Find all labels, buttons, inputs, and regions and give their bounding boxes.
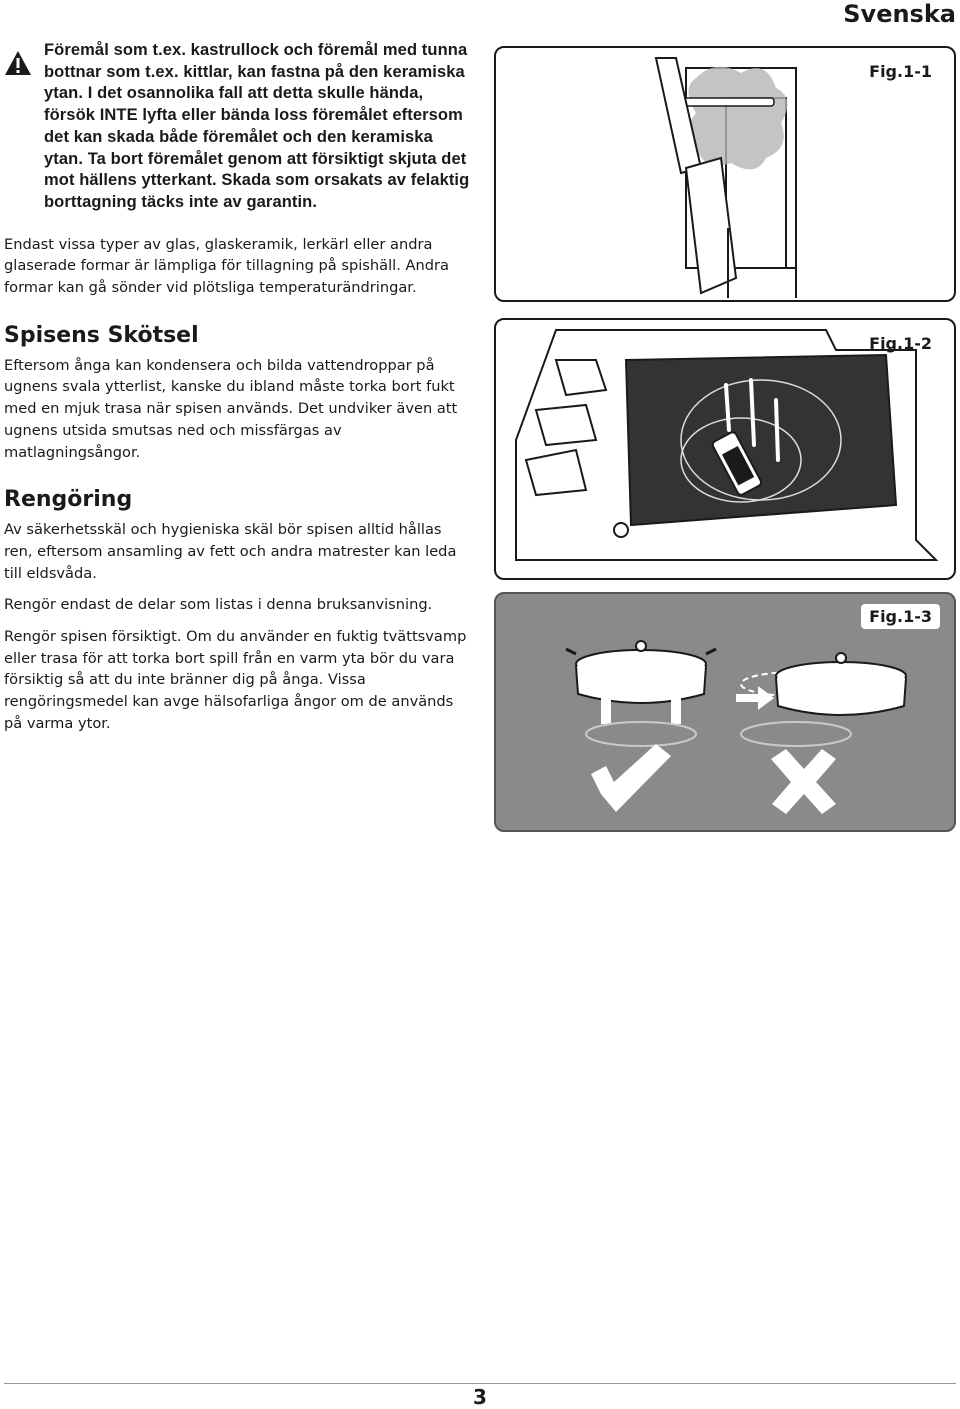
page-number: 3 xyxy=(473,1385,487,1409)
figure-1-3 xyxy=(494,592,956,832)
footer-divider xyxy=(4,1383,956,1384)
figure-1-2-label: Fig.1-2 xyxy=(869,334,932,353)
oven-door-illustration xyxy=(496,48,954,300)
warning-text: Föremål som t.ex. kastrullock och föremål med tunna bottnar som t.ex. kittlar, kan fastna på den keramiska ytan. I det osannolika fall att detta skulle hända, försök INTE lyfta eller bända loss föremålet eftersom det kan skada både föremålet och den keramiska ytan. Ta bort föremålet genom att försiktigt skjuta det mot hällens ytterkant. Skada som orsakats av felaktig borttagning täcks inte av garantin. xyxy=(44,41,470,211)
pan-lift-illustration xyxy=(496,594,954,830)
figure-1-1 xyxy=(494,46,956,302)
skotsel-body: Eftersom ånga kan kondensera och bilda vattendroppar på ugnens svala ytterlist, kanske du ibland måste torka bort fukt med en mjuk trasa när spisen används. Det undviker även att ugnens utsida smutsas ned och missfärgas av matlagningsångor. xyxy=(4,356,458,461)
warning-block xyxy=(4,40,474,214)
rengoring-paragraph-3: Rengör spisen försiktigt. Om du använder en fuktig tvättsvamp eller trasa för att torka bort spill från en varm yta bör du vara försiktig så att du inte bränner dig på ånga. Vissa rengöringsmedel kan avge hälsofarliga ångor om de används på varma ytor. xyxy=(4,628,467,732)
intro-paragraph: Endast vissa typer av glas, glaskeramik, lerkärl eller andra glaserade formar är lämpliga för tillagning på spishäll. Andra formar kan gå sönder vid plötsliga temperaturändringar. xyxy=(4,235,449,297)
rengoring-paragraph-2: Rengör endast de delar som listas i denna bruksanvisning. xyxy=(4,596,433,614)
warning-triangle-icon xyxy=(4,50,32,76)
hob-scraper-illustration xyxy=(496,320,954,578)
rengoring-paragraph-1: Av säkerhetsskäl och hygieniska skäl bör spisen alltid hållas ren, eftersom ansamling av fett och andra matrester kan leda till eldsvåda. xyxy=(4,521,457,582)
figure-1-1-label: Fig.1-1 xyxy=(869,62,932,81)
pan-correct xyxy=(566,641,716,703)
language-label: Svenska xyxy=(843,0,956,28)
figure-1-2 xyxy=(494,318,956,580)
heading-rengoring: Rengöring xyxy=(4,487,133,513)
heading-spisens-skotsel: Spisens Skötsel xyxy=(4,322,199,348)
pan-incorrect xyxy=(776,653,906,715)
figure-1-3-label: Fig.1-3 xyxy=(861,604,940,629)
text-column xyxy=(4,40,474,735)
